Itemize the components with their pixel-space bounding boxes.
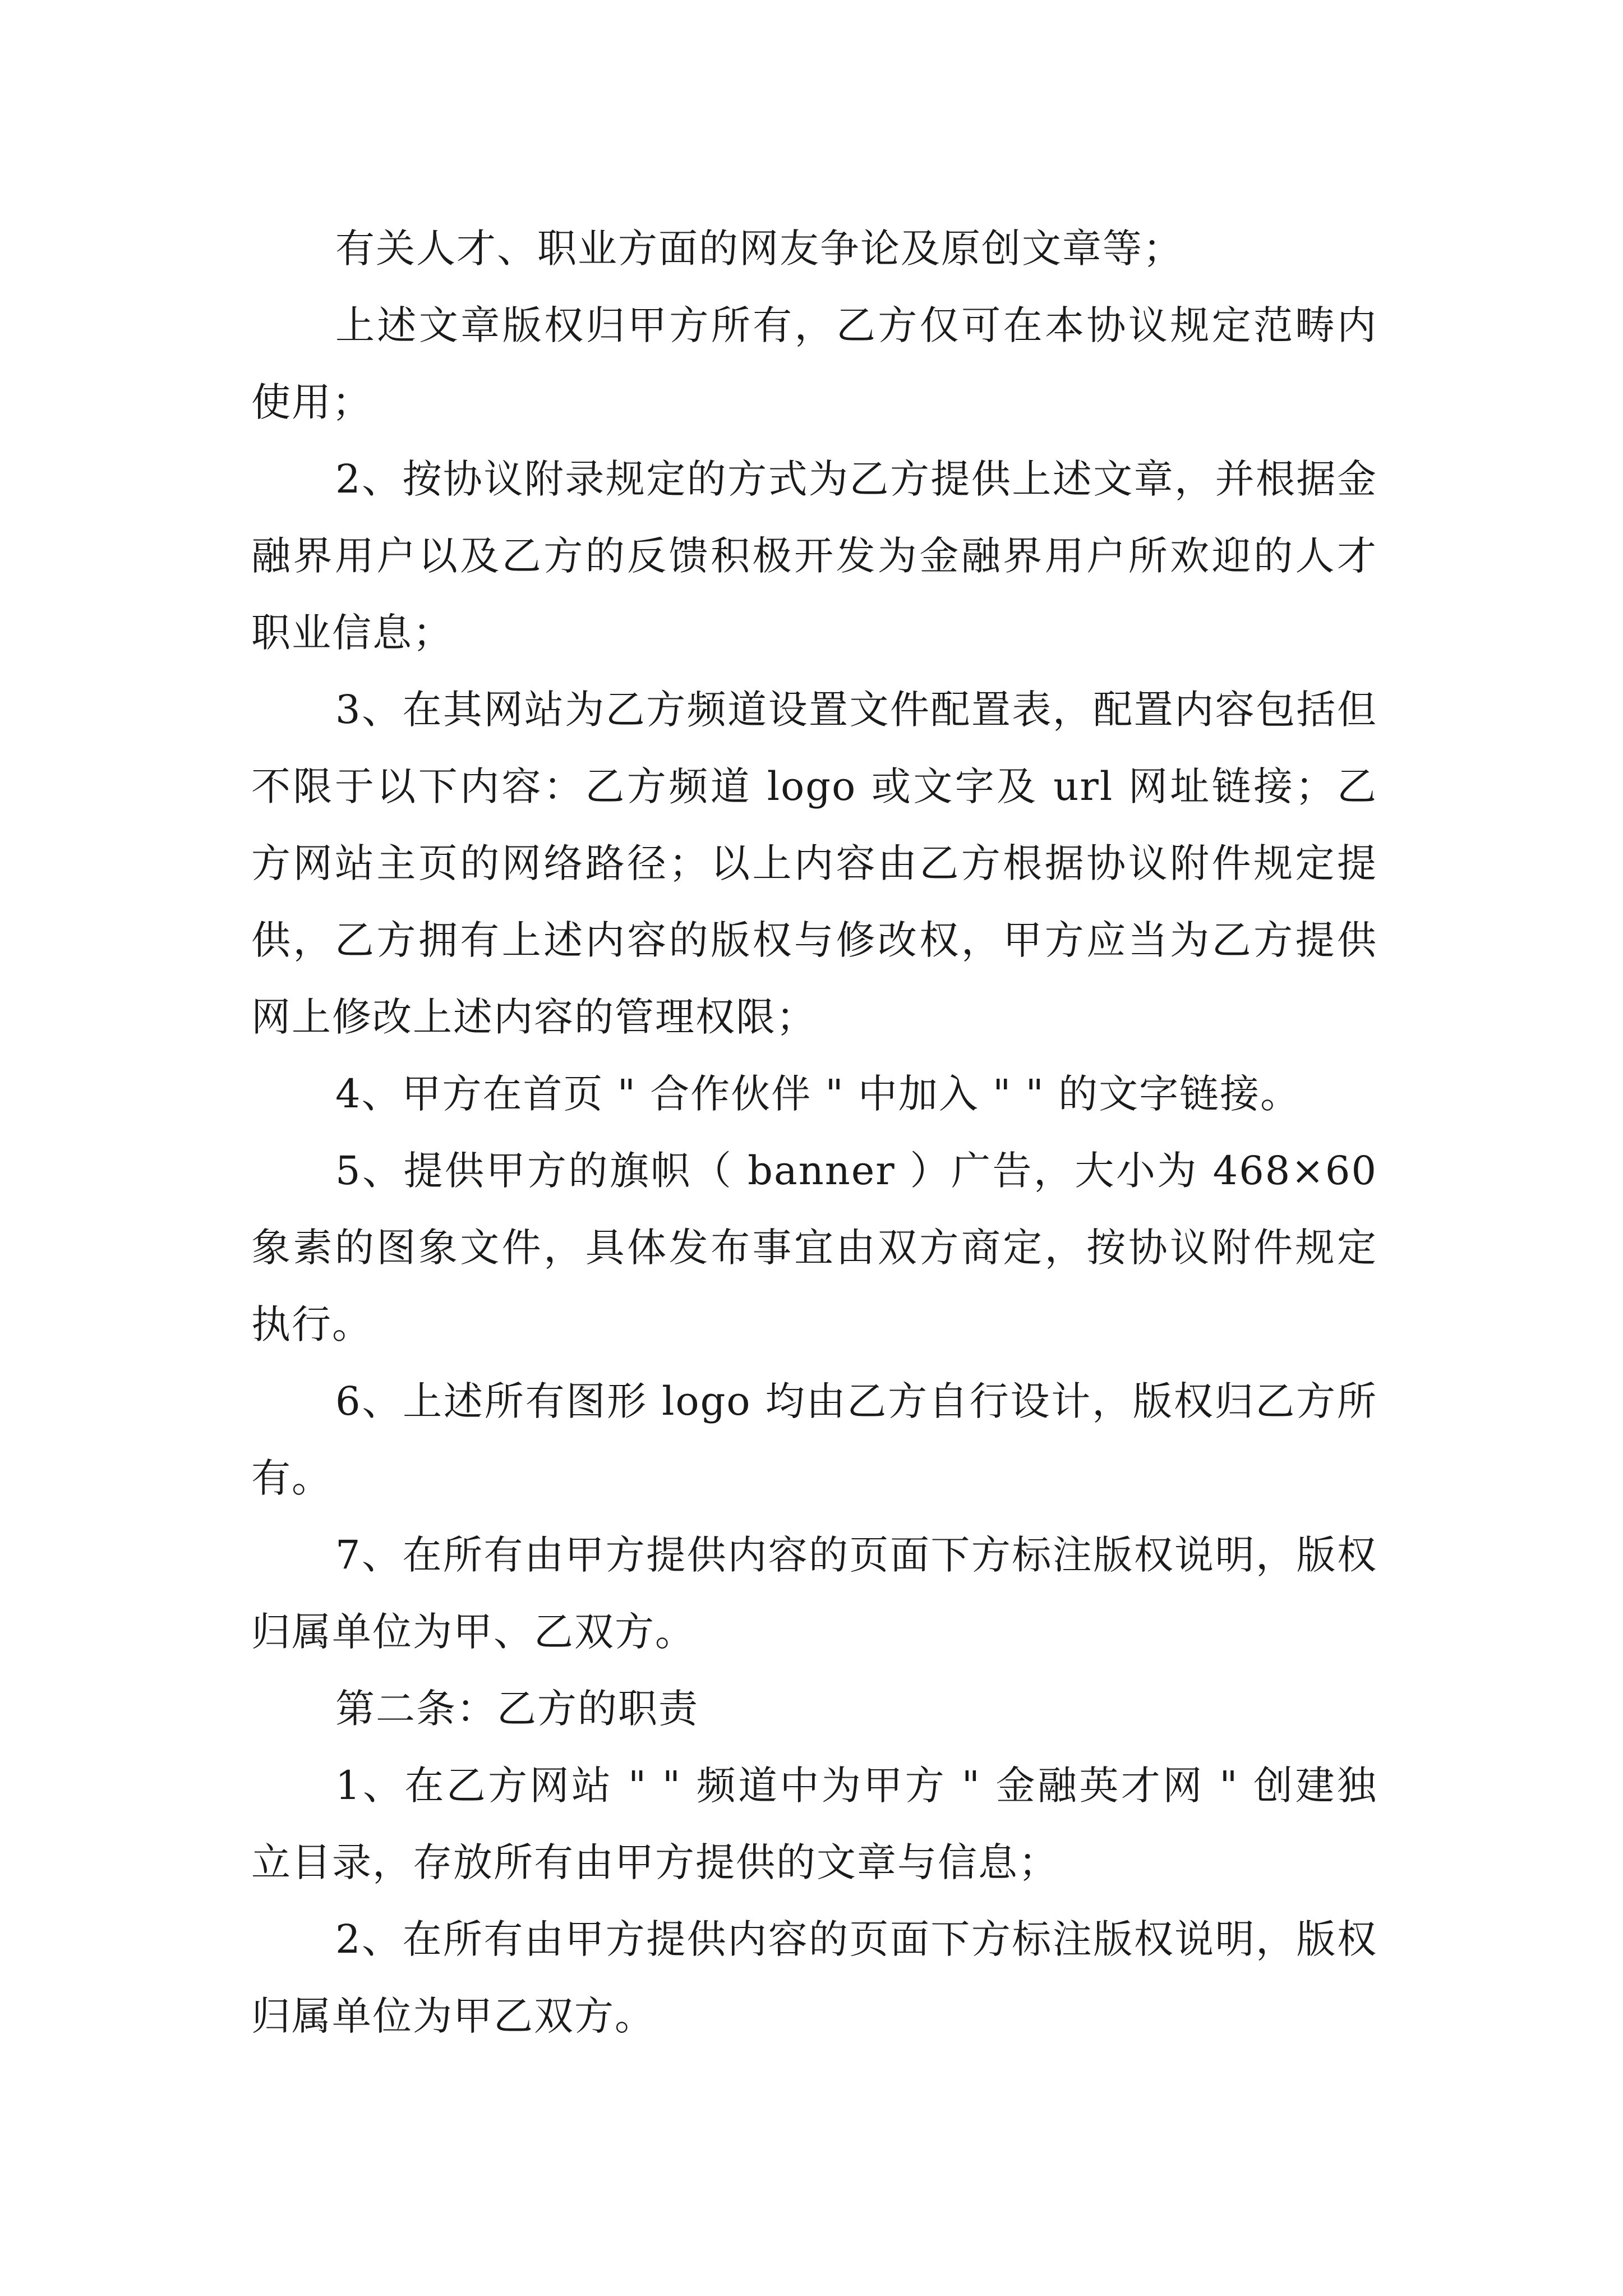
paragraph-party-b-clause-1: 1、在乙方网站 " " 频道中为甲方 " 金融英才网 " 创建独立目录，存放所有由甲方提供的文章与信息；: [251, 1763, 1377, 1885]
paragraph-clause-7: 7、在所有由甲方提供内容的页面下方标注版权说明，版权归属单位为甲、乙双方。: [251, 1532, 1377, 1655]
paragraph-clause-2: 2、按协议附录规定的方式为乙方提供上述文章，并根据金融界用户以及乙方的反馈积极开发为金融界用户所欢迎的人才职业信息；: [251, 456, 1377, 656]
paragraph-clause-3: 3、在其网站为乙方频道设置文件配置表，配置内容包括但不限于以下内容：乙方频道 logo 或文字及 url 网址链接；乙方网站主页的网络路径；以上内容由乙方根据协议附件规定提供，乙方拥有上述内容的版权与修改权，甲方应当为乙方提供网上修改上述内容的管理权限；: [251, 687, 1377, 1040]
paragraph-clause-5: 5、提供甲方的旗帜（ banner ）广告，大小为 468×60 象素的图象文件，具体发布事宜由双方商定，按协议附件规定执行。: [251, 1148, 1377, 1347]
paragraph-party-b-clause-2: 2、在所有由甲方提供内容的页面下方标注版权说明，版权归属单位为甲乙双方。: [251, 1916, 1377, 2039]
paragraph-articles-scope: 有关人才、职业方面的网友争论及原创文章等；: [335, 226, 1183, 272]
document-page: [251, 210, 1377, 2055]
paragraph-clause-6: 6、上述所有图形 logo 均由乙方自行设计，版权归乙方所有。: [251, 1378, 1377, 1501]
section-heading-party-b-duties: 第二条：乙方的职责: [335, 1686, 699, 1732]
paragraph-copyright-usage: 上述文章版权归甲方所有，乙方仅可在本协议规定范畴内使用；: [251, 302, 1377, 425]
paragraph-clause-4: 4、甲方在首页 " 合作伙伴 " 中加入 " " 的文字链接。: [335, 1071, 1301, 1117]
